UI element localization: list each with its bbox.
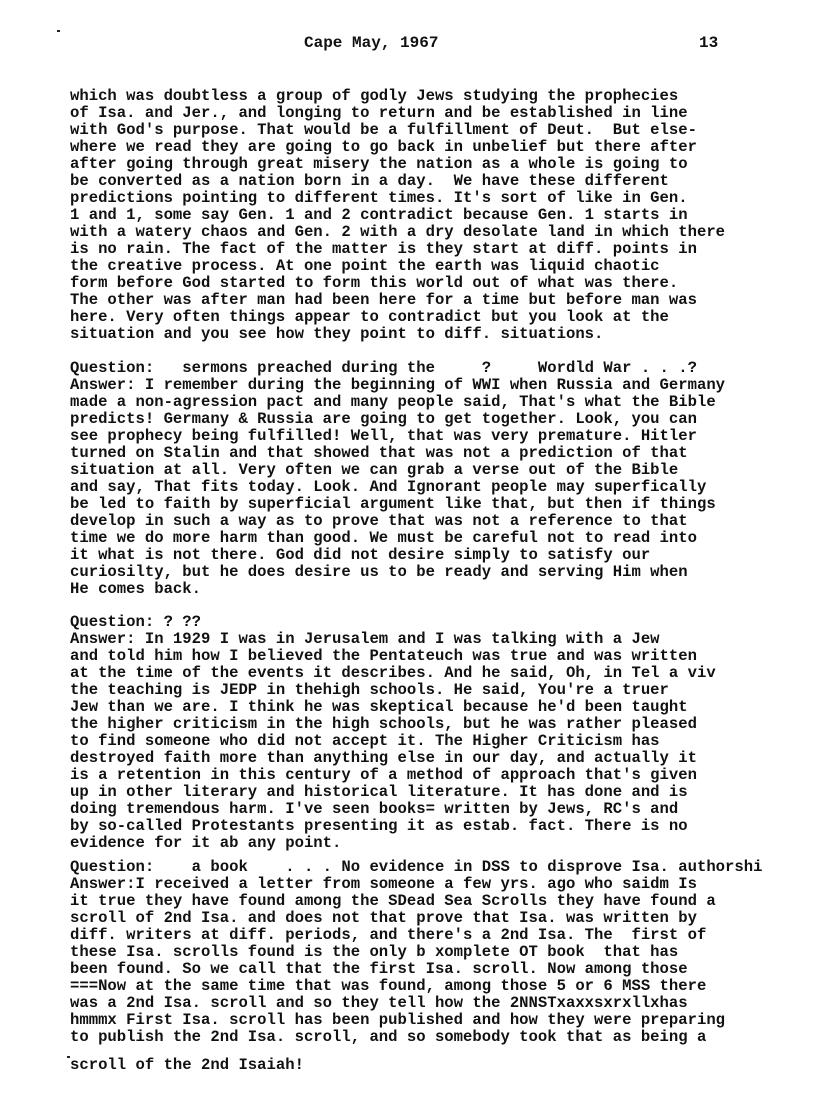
text-line: form before God started to form this world out of what was there. [70, 274, 679, 292]
text-line: up in other literary and historical literature. It has done and is [70, 783, 688, 801]
text-line: hmmmx First Isa. scroll has been published and how they were preparing [70, 1011, 726, 1029]
text-line: where we read they are going to go back in unbelief but there after [70, 138, 697, 156]
text-line: scroll of 2nd Isa. and does not that prove that Isa. was written by [70, 909, 697, 927]
text-line: develop in such a way as to prove that was not a reference to that [70, 512, 688, 530]
text-line: time we do more harm than good. We must be careful not to read into [70, 529, 697, 547]
text-line: situation at all. Very often we can grab a verse out of the Bible [70, 461, 679, 479]
text-line: He comes back. [70, 580, 202, 598]
text-line: situation and you see how they point to diff. situations. [70, 325, 604, 343]
text-line: Answer:I received a letter from someone a few yrs. ago who saidm Is [70, 875, 697, 893]
text-line: the teaching is JEDP in thehigh schools. He said, You're a truer [70, 681, 669, 699]
text-line: Answer: I remember during the beginning of WWI when Russia and Germany [70, 376, 726, 394]
text-line: doing tremendous harm. I've seen books= written by Jews, RC's and [70, 800, 679, 818]
text-line: to find someone who did not accept it. The Higher Criticism has [70, 732, 660, 750]
text-line: by so-called Protestants presenting it as estab. fact. There is no [70, 817, 688, 835]
text-line: and told him how I believed the Pentateuch was true and was written [70, 647, 697, 665]
text-line: Question: a book . . . No evidence in DSS to disprove Isa. authorshi [70, 858, 763, 876]
text-line: which was doubtless a group of godly Jews studying the prophecies [70, 87, 679, 105]
text-line: curiosilty, but he does desire us to be ready and serving Him when [70, 563, 688, 581]
text-line: is no rain. The fact of the matter is they start at diff. points in [70, 240, 697, 258]
text-line: diff. writers at diff. periods, and there's a 2nd Isa. The first of [70, 926, 707, 944]
text-line: with God's purpose. That would be a fulfillment of Deut. But else- [70, 121, 697, 139]
text-line: Answer: In 1929 I was in Jerusalem and I was talking with a Jew [70, 630, 660, 648]
text-line: at the time of the events it describes. And he said, Oh, in Tel a viv [70, 664, 716, 682]
text-line: the higher criticism in the high schools, but he was rather pleased [70, 715, 697, 733]
text-line: these Isa. scrolls found is the only b xomplete OT book that has [70, 943, 679, 961]
text-line: with a watery chaos and Gen. 2 with a dry desolate land in which there [70, 223, 726, 241]
text-line: destroyed faith more than anything else in our day, and actually it [70, 749, 697, 767]
text-line: 1 and 1, some say Gen. 1 and 2 contradict because Gen. 1 starts in [70, 206, 688, 224]
text-line: be led to faith by superficial argument like that, but then if things [70, 495, 716, 513]
text-line: turned on Stalin and that showed that was not a prediction of that [70, 444, 688, 462]
text-line: and say, That fits today. Look. And Ignorant people may superfically [70, 478, 707, 496]
text-line: see prophecy being fulfilled! Well, that was very premature. Hitler [70, 427, 697, 445]
text-line: the creative process. At one point the earth was liquid chaotic [70, 257, 660, 275]
text-line: of Isa. and Jer., and longing to return and be established in line [70, 104, 688, 122]
text-line: was a 2nd Isa. scroll and so they tell how the 2NNSTxaxxsxrxllxhas [70, 994, 688, 1012]
text-line: Jew than we are. I think he was skeptical because he'd been taught [70, 698, 688, 716]
text-line: made a non-agression pact and many people said, That's what the Bible [70, 393, 716, 411]
text-line: here. Very often things appear to contradict but you look at the [70, 308, 669, 326]
page-header-title: Cape May, 1967 [304, 34, 439, 52]
text-line: ===Now at the same time that was found, among those 5 or 6 MSS there [70, 977, 707, 995]
text-line: Question: sermons preached during the ? Wordld War . . .? [70, 359, 697, 377]
text-line: scroll of the 2nd Isaiah! [70, 1056, 304, 1074]
text-line: been found. So we call that the first Isa. scroll. Now among those [70, 960, 688, 978]
text-line: after going through great misery the nation as a whole is going to [70, 155, 688, 173]
text-line: to publish the 2nd Isa. scroll, and so somebody took that as being a [70, 1028, 707, 1046]
text-line: be converted as a nation born in a day. We have these different [70, 172, 669, 190]
text-line: is a retention in this century of a method of approach that's given [70, 766, 697, 784]
page-number: 13 [699, 34, 719, 52]
text-line: it what is not there. God did not desire simply to satisfy our [70, 546, 651, 564]
text-line: evidence for it ab any point. [70, 834, 342, 852]
margin-speck [57, 30, 60, 32]
text-line: it true they have found among the SDead Sea Scrolls they have found a [70, 892, 716, 910]
text-line: predicts! Germany & Russia are going to get together. Look, you can [70, 410, 697, 428]
text-line: predictions pointing to different times. It's sort of like in Gen. [70, 189, 688, 207]
text-line: The other was after man had been here for a time but before man was [70, 291, 697, 309]
text-line: Question: ? ?? [70, 613, 202, 631]
